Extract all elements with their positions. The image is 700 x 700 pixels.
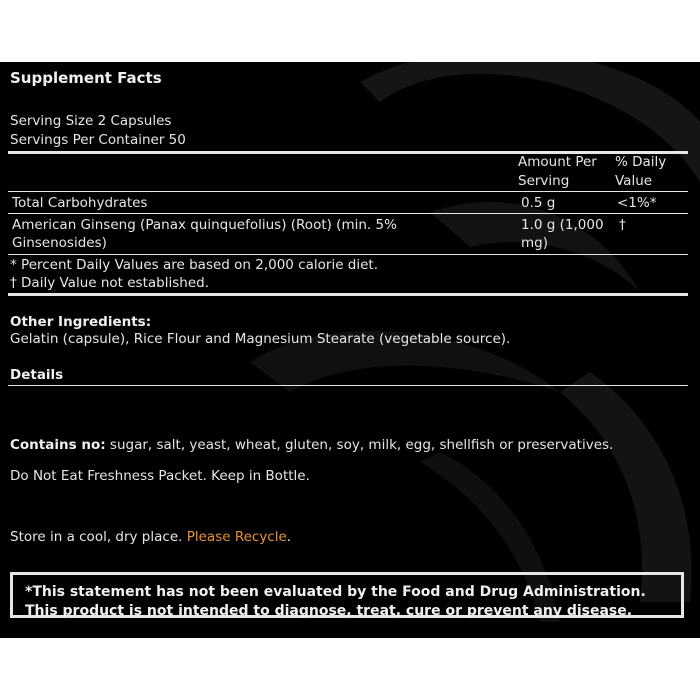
row-carbohydrates-dv: <1%* <box>617 195 657 211</box>
contains-no-line <box>10 437 613 453</box>
supplement-facts-panel <box>0 62 700 638</box>
row-ginseng-dv: † <box>619 217 626 233</box>
other-ingredients-heading: Other Ingredients: <box>10 314 152 330</box>
daily-value-header-line2: Value <box>615 173 653 189</box>
other-ingredients-text: Gelatin (capsule), Rice Flour and Magnesium Stearate (vegetable source). <box>10 331 511 347</box>
recycle-link[interactable]: Please Recycle <box>186 529 287 545</box>
storage-line <box>10 529 291 545</box>
row-ginseng-name-line1: American Ginseng (Panax quinquefolius) (Root) (min. 5% <box>12 217 397 233</box>
footnote-daily-values: * Percent Daily Values are based on 2,000 calorie diet. <box>10 257 379 273</box>
facts-content <box>0 62 700 638</box>
header-divider <box>8 191 688 192</box>
serving-size: Serving Size 2 Capsules <box>10 113 172 129</box>
contains-no-label: Contains no: <box>10 437 106 453</box>
fda-disclaimer-box <box>10 572 684 618</box>
thick-divider-bottom <box>8 293 688 296</box>
row-divider <box>8 213 688 214</box>
details-divider <box>8 385 688 386</box>
details-heading: Details <box>10 367 64 383</box>
row-ginseng-name-line2: Ginsenosides) <box>12 235 107 251</box>
row-carbohydrates-amount: 0.5 g <box>521 195 556 211</box>
daily-value-header-line1: % Daily <box>615 154 667 170</box>
table-divider <box>8 254 688 255</box>
amount-header-line2: Serving <box>518 173 570 189</box>
row-ginseng-amount-line1: 1.0 g (1,000 <box>521 217 604 233</box>
footnote-not-established: † Daily Value not established. <box>10 275 209 291</box>
row-ginseng-amount-line2: mg) <box>521 235 548 251</box>
amount-header-line1: Amount Per <box>518 154 597 170</box>
row-carbohydrates-name: Total Carbohydrates <box>12 195 148 211</box>
servings-per-container: Servings Per Container 50 <box>10 132 186 148</box>
freshness-note: Do Not Eat Freshness Packet. Keep in Bottle. <box>10 468 310 484</box>
facts-title: Supplement Facts <box>10 69 162 87</box>
fda-disclaimer-text: *This statement has not been evaluated by the Food and Drug Administration. This product is not intended to diagnose, treat, cure or prevent any disease. <box>25 584 646 619</box>
storage-text: Store in a cool, dry place. <box>10 529 187 545</box>
contains-no-text: sugar, salt, yeast, wheat, gluten, soy, milk, egg, shellfish or preservatives. <box>105 437 614 453</box>
storage-end: . <box>286 529 292 545</box>
